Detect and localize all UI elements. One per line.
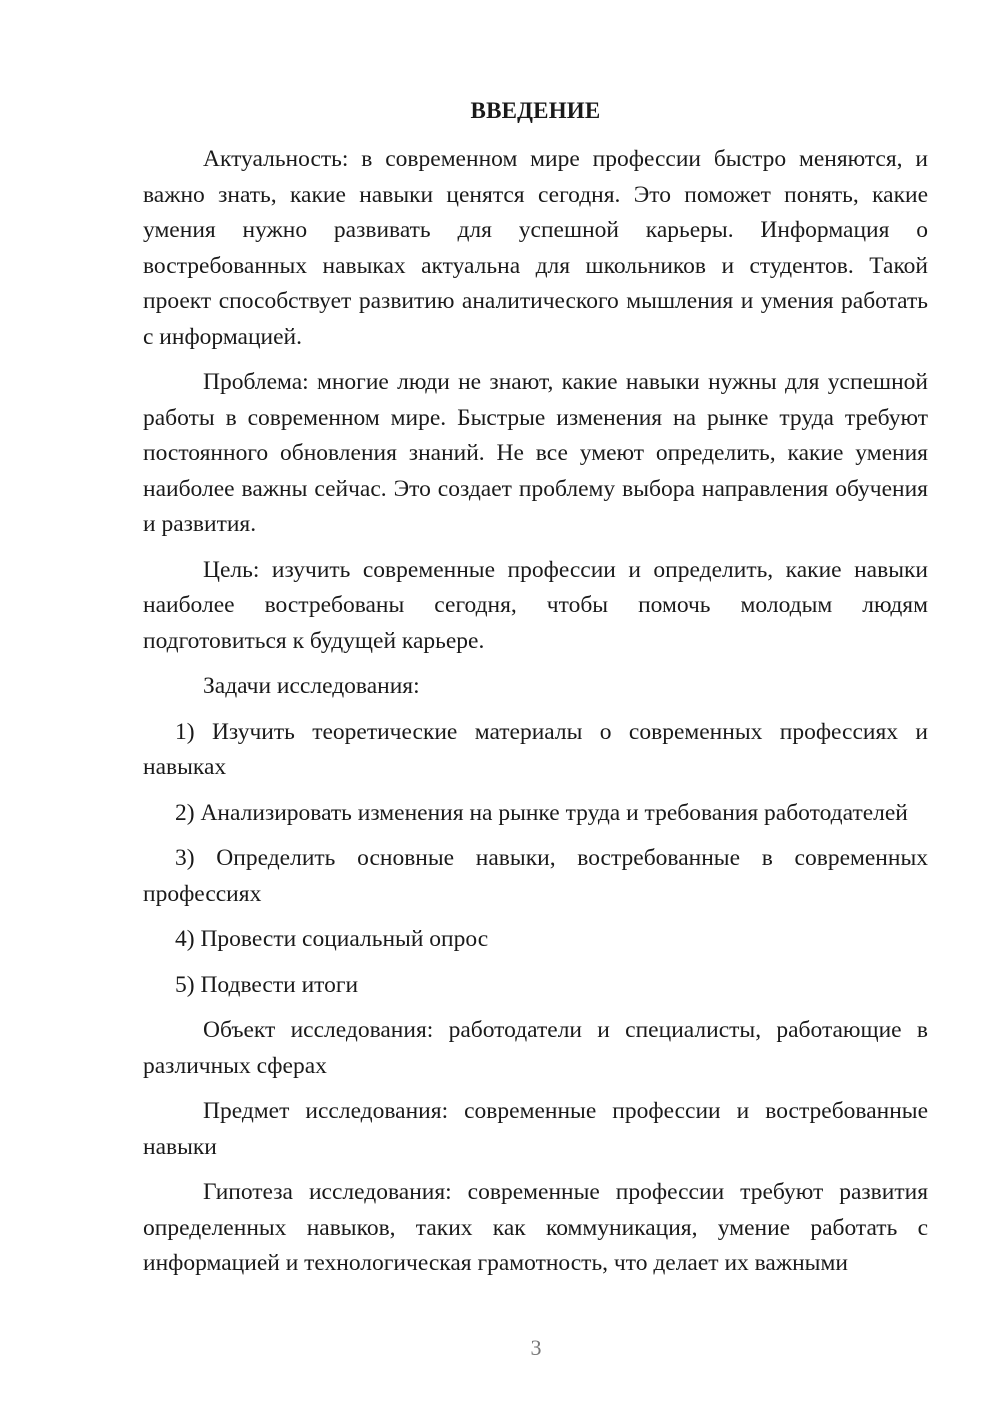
task-item-1: 1) Изучить теоретические материалы о современных профессиях и навыках xyxy=(143,718,928,780)
task-item-4: 4) Провести социальный опрос xyxy=(175,926,489,952)
task-item-2: 2) Анализировать изменения на рынке труда и требования работодателей xyxy=(175,799,908,826)
document-body xyxy=(143,142,928,1292)
paragraph-object: Объект исследования: работодатели и специалисты, работающие в различных сферах xyxy=(143,1017,928,1079)
paragraph-hypothesis: Гипотеза исследования: современные профессии требуют развития определенных навыков, таких как коммуникация, умение работать с информацией и технологическая грамотность, что делает их важными xyxy=(143,1179,928,1276)
task-item-3: 3) Определить основные навыки, востребованные в современных профессиях xyxy=(143,845,928,907)
page-number: 3 xyxy=(530,1335,542,1360)
paragraph-goal: Цель: изучить современные профессии и определить, какие навыки наиболее востребованы сегодня, чтобы помочь молодым людям подготовиться к будущей карьере. xyxy=(143,556,928,654)
page-title: ВВЕДЕНИЕ xyxy=(470,98,601,123)
paragraph-problem: Проблема: многие люди не знают, какие навыки нужны для успешной работы в современном мире. Быстрые изменения на рынке труда требуют постоянного обновления знаний. Не все умеют определить, какие умения наиболее важны сейчас. Это создает проблему выбора направления обучения и развития. xyxy=(143,369,928,537)
paragraph-subject: Предмет исследования: современные профессии и востребованные навыки xyxy=(143,1098,928,1160)
paragraph-relevance: Актуальность: в современном мире профессии быстро меняются, и важно знать, какие навыки ценятся сегодня. Это поможет понять, какие умения нужно развивать для успешной карьеры. Информация о востребованных навыках актуальна для школьников и студентов. Такой проект способствует развитию аналитического мышления и умения работать с информацией. xyxy=(143,146,928,350)
paragraph-tasks-heading: Задачи исследования: xyxy=(203,673,420,699)
task-item-5: 5) Подвести итоги xyxy=(175,971,359,998)
